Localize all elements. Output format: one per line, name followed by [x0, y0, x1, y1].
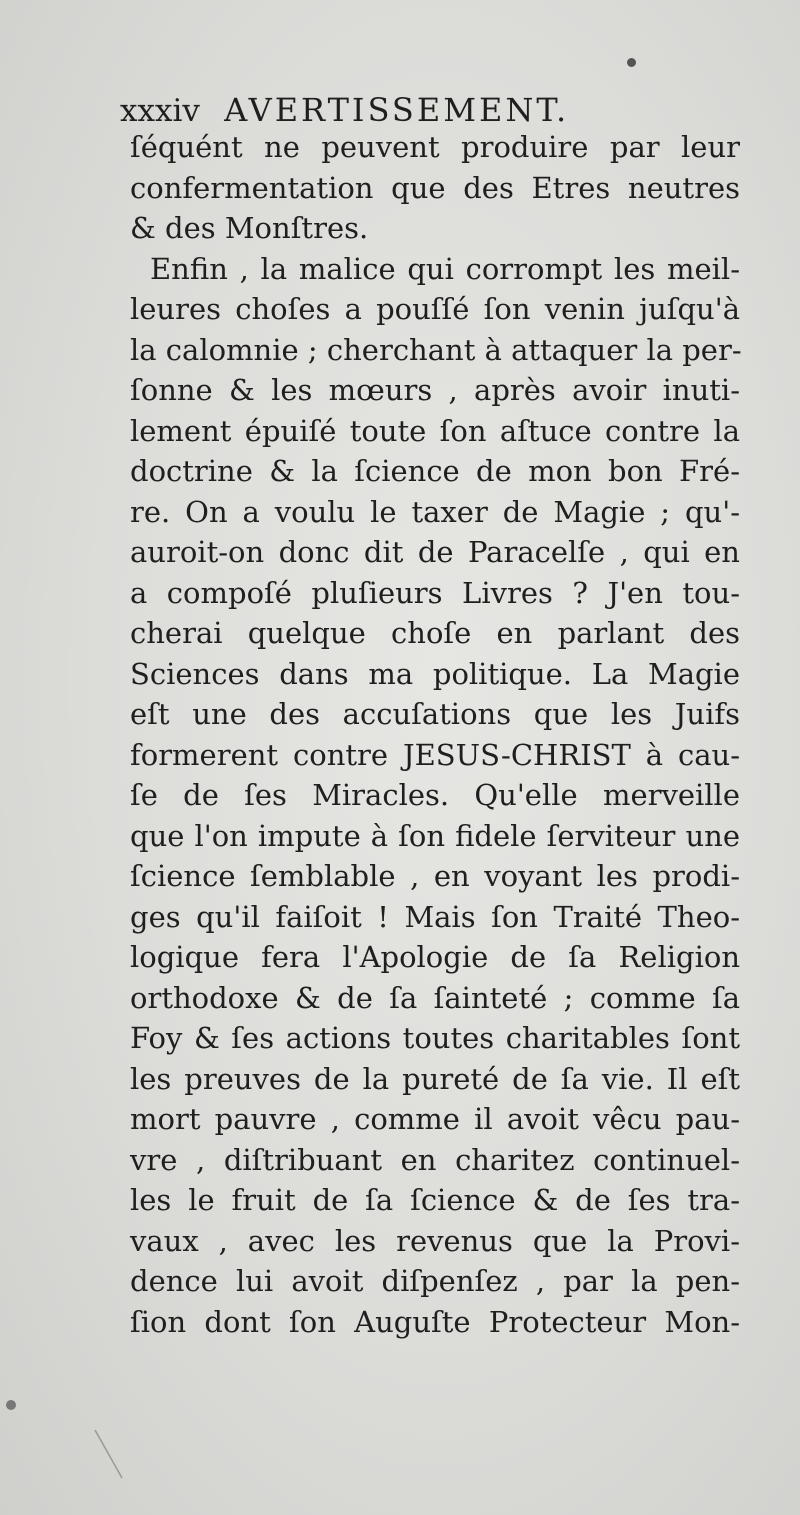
- text-line: ſonne & les mœurs , après avoir inuti-: [130, 373, 740, 407]
- text-line: ges qu'il faiſoit ! Mais ſon Traité Theo-: [130, 899, 740, 934]
- text-line: a compoſé pluſieurs Livres ? J'en tou-: [130, 575, 740, 610]
- text-line: la calomnie ; cherchant à attaquer la per-: [130, 332, 742, 367]
- text-line: Enfin , la malice qui corrompt les meil-: [150, 251, 740, 286]
- text-line: confermentation que des Etres neutres: [130, 170, 740, 205]
- text-line: orthodoxe & de ſa ſainteté ; comme ſa: [130, 980, 740, 1015]
- text-line: ſcience ſemblable , en voyant les prodi-: [130, 859, 740, 893]
- text-line: cherai quelque choſe en parlant des: [130, 616, 740, 650]
- text-line: mort pauvre , comme il avoit vêcu pau-: [130, 1102, 740, 1136]
- text-line: vaux , avec les revenus que la Provi-: [130, 1223, 740, 1258]
- text-line: re. On a voulu le taxer de Magie ; qu'-: [130, 494, 740, 529]
- text-line: les le fruit de ſa ſcience & de ſes tra-: [130, 1183, 740, 1217]
- text-line: leures choſes a pouſſé ſon venin juſqu'à: [130, 292, 740, 326]
- text-line: dence lui avoit diſpenſez , par la pen-: [130, 1264, 740, 1298]
- text-line: Foy & ſes actions toutes charitables ſont: [130, 1021, 740, 1055]
- text-line: ſéquént ne peuvent produire par leur: [130, 130, 740, 164]
- text-line: lement épuiſé toute ſon aſtuce contre la: [130, 413, 740, 448]
- text-line: ſion dont ſon Auguſte Protecteur Mon-: [130, 1304, 740, 1339]
- text-line: ſe de ſes Miracles. Qu'elle merveille: [130, 778, 740, 812]
- text-line: eſt une des accuſations que les Juifs: [130, 697, 740, 731]
- text-line: vre , diſtribuant en charitez continuel-: [130, 1142, 740, 1177]
- text-line: doctrine & la ſcience de mon bon Fré-: [130, 454, 740, 488]
- text-line: & des Monſtres.: [130, 211, 369, 245]
- text-line: auroit-on donc dit de Paracelſe , qui en: [130, 535, 740, 569]
- running-title: AVERTISSEMENT.: [224, 91, 570, 129]
- text-line: les preuves de la pureté de ſa vie. Il eſt: [130, 1061, 740, 1096]
- page-number: xxxiv: [120, 93, 200, 129]
- text-line: Sciences dans ma politique. La Magie: [130, 656, 740, 691]
- text-line: formerent contre JESUS-CHRIST à cau-: [130, 737, 740, 772]
- text-line: que l'on impute à ſon fidele ſerviteur une: [130, 818, 740, 853]
- text-line: logique fera l'Apologie de ſa Religion: [130, 940, 740, 974]
